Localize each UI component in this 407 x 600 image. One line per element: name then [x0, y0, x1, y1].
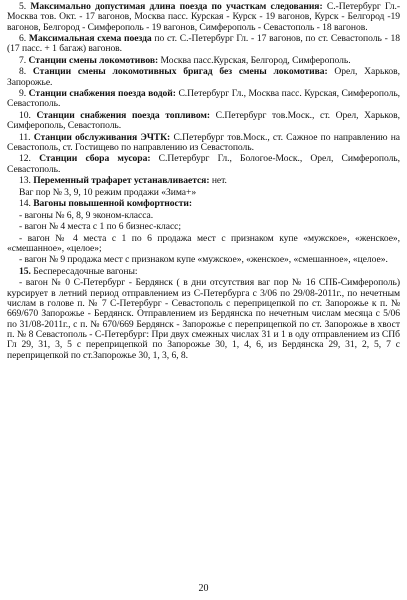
item-text: Орел, Харьков, Запорожье. [7, 66, 400, 88]
item-number: 15. [19, 265, 31, 277]
item-number: 13. [19, 175, 31, 187]
item-heading: Станции снабжения поезда водой: [28, 88, 176, 100]
item-12 [7, 154, 400, 175]
item-6 [7, 34, 400, 55]
item-text: по ст. С.-Петербург Гл. - 17 вагонов, по ст. Севастополь - 18 (17 пасс. + 1 багаж) вагонов. [7, 33, 400, 55]
item-text: С.Петербург Гл., Бологое-Моск., Орел, Симферополь, Севастополь. [7, 153, 400, 175]
item-number: 14. [19, 198, 31, 210]
item-number: 11. [19, 131, 31, 143]
item-14 [7, 199, 400, 209]
document-body [7, 2, 400, 362]
item-number: 10. [19, 109, 31, 121]
item-heading: Максимально допустимая длина поезда по участкам следования: [30, 1, 323, 12]
item-text: С.Петербург Гл., Москва пасс. Курская, Симферополь, Севастополь. [7, 88, 400, 110]
item-text: С.-Петербург Гл.- Москва тов. Окт. - 17 вагонов, Москва пасс. Курская - Курск - 19 вагонов, Курск - Белгород -19 вагонов, Белгород - Симферополь - 19 вагонов, Симферополь - Севастополь - 18 вагонов. [7, 1, 400, 33]
item-text: нет. [209, 175, 227, 187]
item-text: С.Петербург тов.Моск., ст. Сажное по направлению на Севастополь, ст. Гостищево по направлению из Севастополь. [7, 131, 400, 153]
item-heading: Вагоны повышенной комфортности: [33, 198, 192, 210]
item-number: 7. [19, 54, 27, 66]
item-heading: Максимальная схема поезда [28, 33, 152, 45]
item-13-detail: Ваг пор № 3, 9, 10 режим продажи «Зима+» [19, 186, 197, 198]
item-7 [7, 56, 400, 66]
item-8 [7, 67, 400, 88]
item-heading: Станции смены локомотивных бригад без смены локомотива: [32, 66, 328, 78]
item-9 [7, 89, 400, 110]
item-number: 8. [19, 66, 27, 78]
item-5 [7, 2, 400, 33]
item-heading: Станции смены локомотивов: [28, 54, 159, 66]
item-heading: Беспересадочные вагоны: [33, 265, 138, 277]
item-text: Москва пасс.Курская, Белгород, Симферополь. [158, 54, 351, 66]
item-heading: Станции сбора мусора: [39, 153, 151, 165]
item-heading: Переменный трафарет устанавливается: [33, 175, 210, 187]
item-10 [7, 111, 400, 132]
item-heading: Станции снабжения поезда топливом: [36, 109, 211, 121]
item-15 [7, 267, 400, 277]
item-number: 12. [19, 153, 31, 165]
item-15-text: - вагон № 0 С-Петербург - Бердянск ( в дни отсутствия ваг пор № 16 СПБ-Симферополь) курсирует в летний период отправлением из С-Петербурга с 3/06 по 29/08-2011г., по нечетным числам в голове п. № 7 С-Петербург - Севастополь с переприцепкой по ст. Запорожье к п. № 669/670 Запорожье - Бердянск. Отправлением из Бердянска по нечетным числам месяца с 5/06 по 31/08-2011г., с п. № 670/669 Бердянск - Запорожье с переприцепкой по ст. Запорожье в хвост п. № 8 Севастополь - С-Петербург: При двух смежных числах 31 и 1 в оду отправлением из СПб Гл 29, 31, 3, 5 с переприцепкой по Запорожье 30, 1, 4, 6, из Бердянска 29, 31, 2, 5, 7 с переприцепкой по ст.Запорожье 30, 1, 3, 6, 8. [7, 277, 400, 361]
item-number: 6. [19, 33, 27, 45]
item-14-line: - вагон № 4 места с 1 по 6 бизнес-класс; [19, 221, 181, 233]
item-13 [7, 176, 400, 186]
item-number: 9. [19, 88, 27, 100]
item-text: С.Петербург тов.Моск., ст. Орел, Харьков, Симферополь, Севастополь. [7, 109, 400, 132]
page-number: 20 [198, 583, 209, 594]
item-14-line: - вагоны № 6, 8, 9 эконом-класса. [19, 209, 154, 221]
item-14-line: - вагон № 9 продажа мест с признаком купе «мужское», «женское», «смешанное», «целое». [19, 254, 388, 266]
item-heading: Станции обслуживания ЭЧТК: [33, 131, 171, 143]
item-11 [7, 133, 400, 154]
item-14-line: - вагон № 4 места с 1 по 6 продажа мест с признаком купе «мужское», «женское», «смешанное», «целое»; [7, 232, 400, 254]
item-number: 5. [19, 1, 27, 12]
